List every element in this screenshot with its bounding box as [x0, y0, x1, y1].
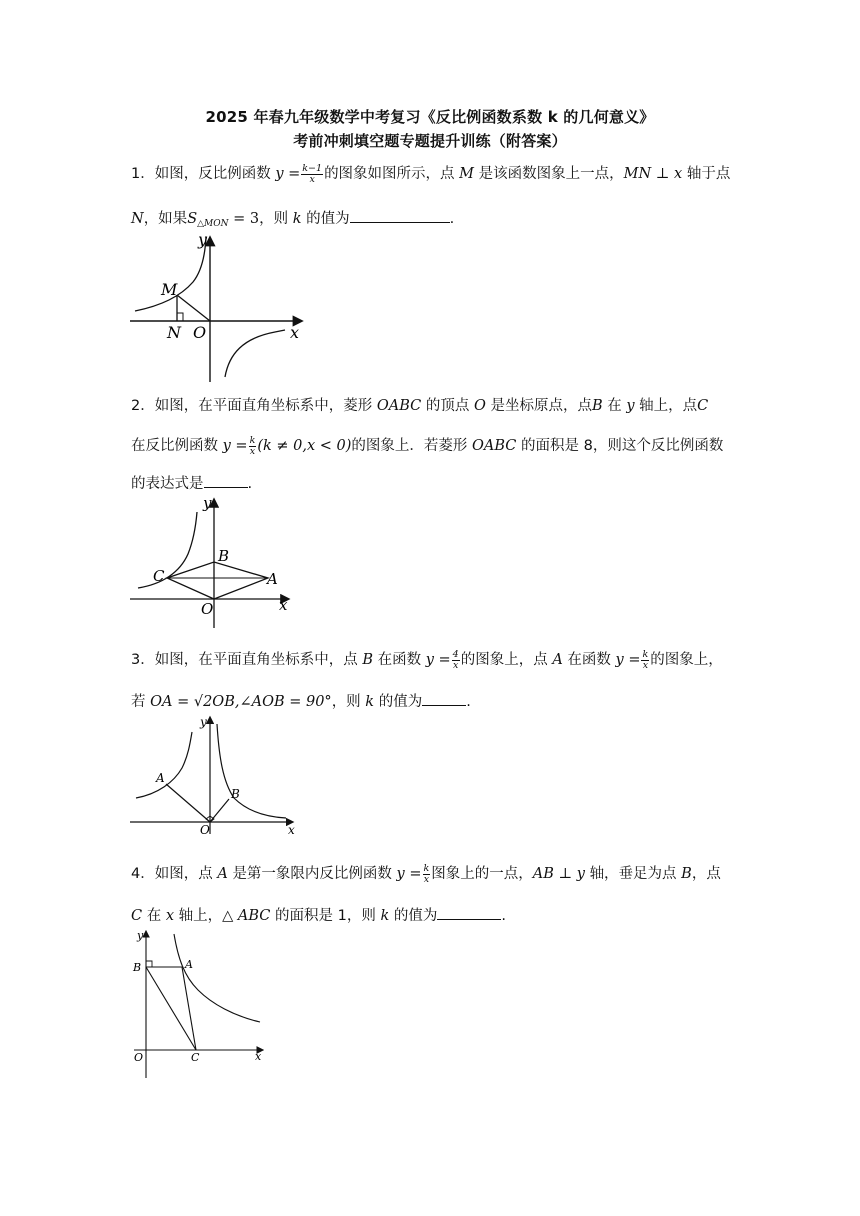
fraction: $\frac{k}{x}$ [423, 862, 430, 885]
label-M: M [161, 280, 178, 299]
right-angle-mark [146, 961, 152, 967]
hyperbola-branch [174, 934, 260, 1022]
hyperbola-4-branch [217, 724, 286, 818]
right-angle-mark [177, 313, 183, 321]
answer-blank[interactable] [437, 905, 501, 920]
label-B: B [218, 547, 230, 565]
q2-line1: 2．如图，在平面直角坐标系中，菱形 OABC 的顶点 O 是坐标原点，点B 在 y 轴上，点C [131, 398, 709, 414]
hyperbola-branch-q2 [135, 237, 206, 311]
q4-line1: 4．如图，点 A 是第一象限内反比例函数 y = $\frac{k}{x}$ 图象上的一点，AB ⊥ y 轴，垂足为点 B，点 [131, 862, 721, 885]
label-N: N [167, 323, 181, 342]
q1-figure [125, 232, 310, 384]
doc-title-line1: 2025 年春九年级数学中考复习《反比例函数系数 k 的几何意义》 [205, 108, 655, 126]
answer-blank[interactable] [350, 208, 450, 223]
q2-line2: 在反比例函数 y = $\frac{k}{x}$ (k ≠ 0,x < 0)的图象上．若菱形 OABC 的面积是 8，则这个反比例函数 [131, 434, 724, 457]
q2-figure [128, 492, 298, 630]
segment-MO [177, 295, 210, 321]
label-O: O [134, 1051, 144, 1064]
q1-line2: N，如果$S_{\triangle MON} = 3$，则 k 的值为 . [131, 207, 454, 229]
q4-line2: C 在 x 轴上，△ ABC 的面积是 1，则 k 的值为 . [131, 904, 506, 925]
label-C: C [191, 1051, 200, 1064]
q4-figure [128, 928, 268, 1082]
q2-line3: 的表达式是 . [131, 472, 252, 493]
label-A: A [156, 771, 165, 785]
fraction: $\frac{k}{x}$ [249, 434, 256, 457]
label-B: B [231, 787, 240, 801]
label-B: B [133, 961, 142, 974]
answer-blank[interactable] [204, 473, 248, 488]
q3-figure [128, 712, 300, 838]
label-y: y [203, 494, 212, 512]
doc-title-line2: 考前冲刺填空题专题提升训练（附答案） [293, 132, 567, 150]
label-y: y [200, 715, 207, 729]
q3-line2: 若 OA = √2OB,∠AOB = 90°，则 k 的值为 . [131, 690, 471, 711]
label-O: O [201, 600, 214, 618]
label-y: y [137, 929, 144, 942]
fraction: $\frac{k-1}{x}$ [302, 162, 323, 185]
label-x: x [288, 823, 295, 837]
fraction: $\frac{4}{x}$ [452, 648, 459, 671]
fraction: $\frac{k}{x}$ [642, 648, 649, 671]
label-O: O [193, 323, 207, 342]
hyperbola-k-branch [136, 732, 192, 798]
rhombus-OABC [167, 562, 268, 599]
segment-OA [166, 784, 210, 822]
answer-blank[interactable] [422, 691, 466, 706]
label-O: O [200, 823, 210, 837]
label-C: C [153, 567, 165, 585]
label-A: A [185, 958, 193, 971]
label-x: x [279, 596, 288, 614]
label-x: x [290, 323, 300, 342]
label-A: A [267, 570, 278, 588]
label-x: x [255, 1050, 262, 1063]
hyperbola-branch [138, 512, 197, 588]
q3-line1: 3．如图，在平面直角坐标系中，点 B 在函数 y = $\frac{4}{x}$ 的图象上，点 A 在函数 y = $\frac{k}{x}$ 的图象上， [131, 648, 723, 671]
q1-line1: 1．如图，反比例函数 y = $\frac{k-1}{x}$ 的图象如图所示，点 M 是该函数图象上一点，MN ⊥ x 轴于点 [131, 162, 731, 185]
label-y: y [198, 232, 208, 249]
hyperbola-branch-q4 [225, 330, 285, 377]
